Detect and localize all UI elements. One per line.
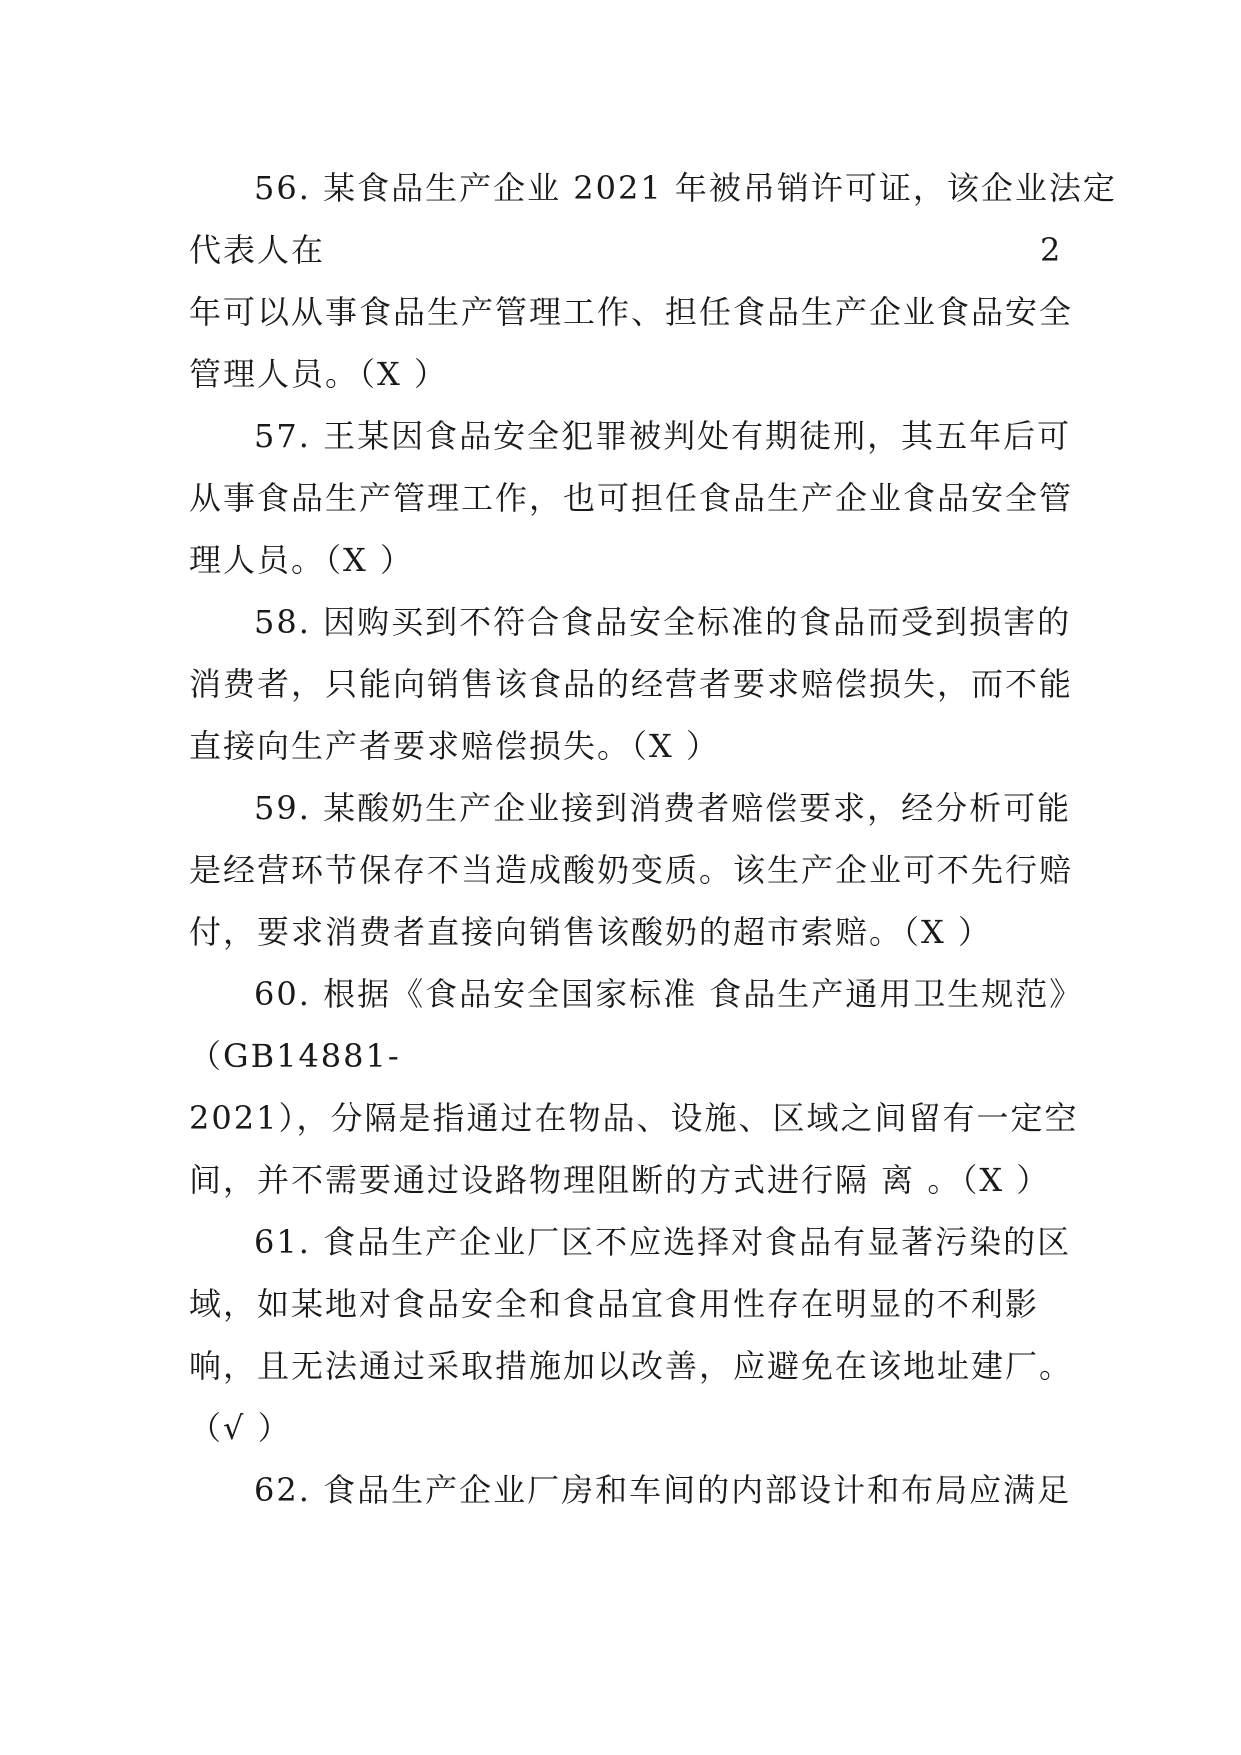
q57-line-1: 57. 王某因食品安全犯罪被判处有期徒刑，其五年后可 bbox=[254, 417, 1072, 455]
q56-line-3: 年可以从事食品生产管理工作、担任食品生产企业食品安全 bbox=[189, 293, 1074, 331]
q60-line-1: 60. 根据《食品安全国家标准 食品生产通用卫生规范》 bbox=[254, 975, 1084, 1013]
q58-line-1: 58. 因购买到不符合食品安全标准的食品而受到损害的 bbox=[254, 603, 1072, 641]
q56-line-2: 代表人在 bbox=[189, 231, 326, 269]
q56-line-1: 56. 某食品生产企业 2021 年被吊销许可证，该企业法定 bbox=[254, 169, 1117, 207]
q61-line-2: 域，如某地对食品安全和食品宜食用性存在明显的不利影 bbox=[189, 1285, 1040, 1323]
q56-number-2: 2 bbox=[1040, 231, 1061, 269]
q59-line-1: 59. 某酸奶生产企业接到消费者赔偿要求，经分析可能 bbox=[254, 789, 1072, 827]
q59-line-3: 付，要求消费者直接向销售该酸奶的超市索赔。（X ） bbox=[189, 913, 992, 951]
q58-line-3: 直接向生产者要求赔偿损失。（X ） bbox=[189, 727, 720, 765]
q62-line-1: 62. 食品生产企业厂房和车间的内部设计和布局应满足 bbox=[254, 1471, 1072, 1509]
q60-line-4: 间，并不需要通过设路物理阻断的方式进行隔 离 。（X ） bbox=[189, 1161, 1051, 1199]
q60-line-2: （GB14881- bbox=[189, 1037, 401, 1075]
q61-line-4: （√ ） bbox=[189, 1409, 292, 1447]
q57-line-2: 从事食品生产管理工作，也可担任食品生产企业食品安全管 bbox=[189, 479, 1074, 517]
q60-line-3: 2021），分隔是指通过在物品、设施、区域之间留有一定空 bbox=[189, 1099, 1079, 1137]
q57-line-3: 理人员。（X ） bbox=[189, 541, 414, 579]
q56-line-4: 管理人员。（X ） bbox=[189, 355, 448, 393]
q59-line-2: 是经营环节保存不当造成酸奶变质。该生产企业可不先行赔 bbox=[189, 851, 1074, 889]
q61-line-3: 响，且无法通过采取措施加以改善，应避免在该地址建厂。 bbox=[189, 1347, 1074, 1385]
q58-line-2: 消费者，只能向销售该食品的经营者要求赔偿损失，而不能 bbox=[189, 665, 1074, 703]
q61-line-1: 61. 食品生产企业厂区不应选择对食品有显著污染的区 bbox=[254, 1223, 1072, 1261]
